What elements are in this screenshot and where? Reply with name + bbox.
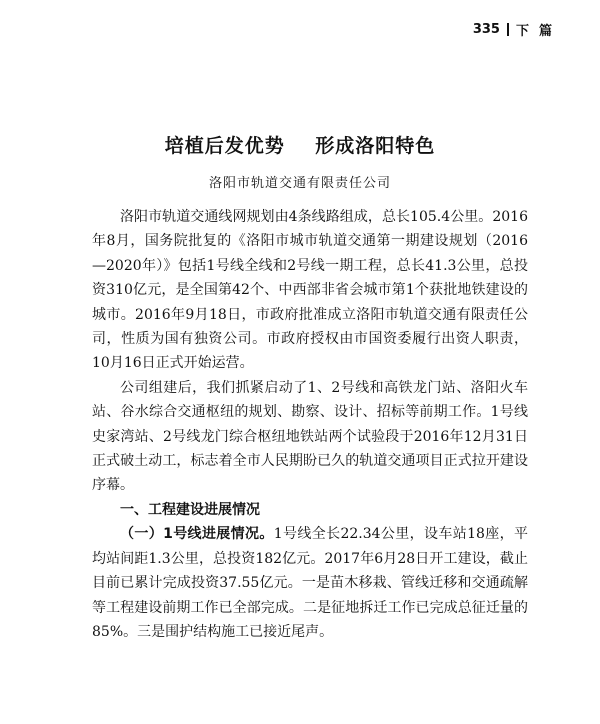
article-organization: 洛阳市轨道交通有限责任公司 [208,176,391,191]
body-paragraph: 公司组建后，我们抓紧启动了1、2号线和高铁龙门站、洛阳火车站、谷水综合交通枢纽的规划、勘察、设计、招标等前期工作。1号线史家湾站、2号线龙门综合枢纽地铁站两个试验段于2016年12月31日正式破土动工，标志着全市人民期盼已久的轨道交通项目正式拉开建设序幕。 [92,379,528,494]
page-header [473,20,562,39]
header-divider [507,23,509,36]
subsection-paragraph [92,522,528,644]
section-heading: 一、工程建设进展情况 [120,501,260,518]
subsection-lead: （一）1号线进展情况。 [120,526,274,543]
body-paragraph: 洛阳市轨道交通线网规划由4条线路组成，总长105.4公里。2016年8月，国务院批复的《洛阳市城市轨道交通第一期建设规划（2016—2020年）》包括1号线全线和2号线一期工程，总长41.3公里，总投资310亿元，是全国第42个、中西部非省会城市第1个获批地铁建设的城市。2016年9月18日，市政府批准成立洛阳市轨道交通有限责任公司，性质为国有独资公司。市政府授权由市国资委履行出资人职责，10月16日正式开始运营。 [92,209,528,372]
article-title: 培植后发优势 形成洛阳特色 [164,135,436,157]
article-body [92,205,528,644]
part-label: 下篇 [515,24,562,39]
page-number: 335 [472,22,500,37]
subsection-text: 1号线全长22.34公里，设车站18座，平均站间距1.3公里，总投资182亿元。2017年6月28日开工建设，截止目前已累计完成投资37.55亿元。一是苗木移栽、管线迁移和交通疏解等工程建设前期工作已全部完成。二是征地拆迁工作已完成总征迁量的85%。三是围护结构施工已接近尾声。 [92,526,528,640]
